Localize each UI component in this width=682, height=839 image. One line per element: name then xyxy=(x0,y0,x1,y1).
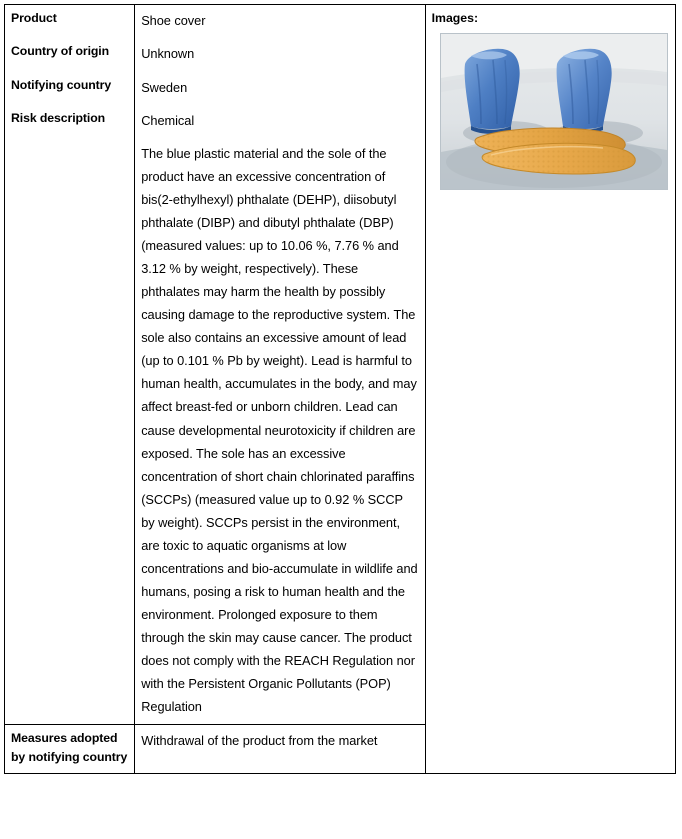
field-label-country-of-origin: Country of origin xyxy=(5,38,135,71)
field-value-country-of-origin: Unknown xyxy=(135,38,425,71)
shoe-cover-left xyxy=(464,49,519,134)
field-label-product: Product xyxy=(5,5,135,39)
field-value-notifying-country: Sweden xyxy=(135,72,425,105)
images-label: Images: xyxy=(431,11,479,25)
notification-table xyxy=(4,4,676,774)
shoe-cover-right xyxy=(556,49,611,134)
field-value-risk-detail: The blue plastic material and the sole of the product have an excessive concentration of bis(2-ethylhexyl) phthalate (DEHP), diisobutyl phthalate (DIBP) and dibutyl phthalate (DBP) (measured values: up to 10.06 %, 7.76 % and 3.12 % by weight, respectively). These phthalates may harm the health by possibly causing damage to the reproductive system. The sole also contains an excessive amount of lead (up to 0.101 % Pb by weight). Lead is harmful to human health, accumulates in the body, and may affect breast-fed or unborn children. Lead can cause developmental neurotoxicity if children are exposed. The sole has an excessive concentration of short chain chlorinated paraffins (SCCPs) (measured value up to 0.92 % SCCP by weight). SCCPs persist in the environment, are toxic to aquatic organisms at low concentrations and bio-accumulate in wildlife and humans, posing a risk to human health and the environment. Prolonged exposure to them through the skin may cause cancer. The product does not comply with the REACH Regulation nor with the Persistent Organic Pollutants (POP) Regulation xyxy=(135,138,425,724)
field-label-measures-adopted: Measures adopted by notifying country xyxy=(5,724,135,773)
field-value-product: Shoe cover xyxy=(135,5,425,39)
field-label-risk-description: Risk description xyxy=(5,105,135,138)
field-value-measures-adopted: Withdrawal of the product from the market xyxy=(135,724,425,773)
product-image xyxy=(440,33,668,190)
table-row xyxy=(5,5,676,39)
field-value-risk-description: Chemical xyxy=(135,105,425,138)
images-cell xyxy=(425,5,675,774)
field-label-risk-detail-spacer xyxy=(5,138,135,724)
document-page xyxy=(0,4,682,839)
field-label-notifying-country: Notifying country xyxy=(5,72,135,105)
shoe-cover-photo-graphic xyxy=(441,34,667,189)
